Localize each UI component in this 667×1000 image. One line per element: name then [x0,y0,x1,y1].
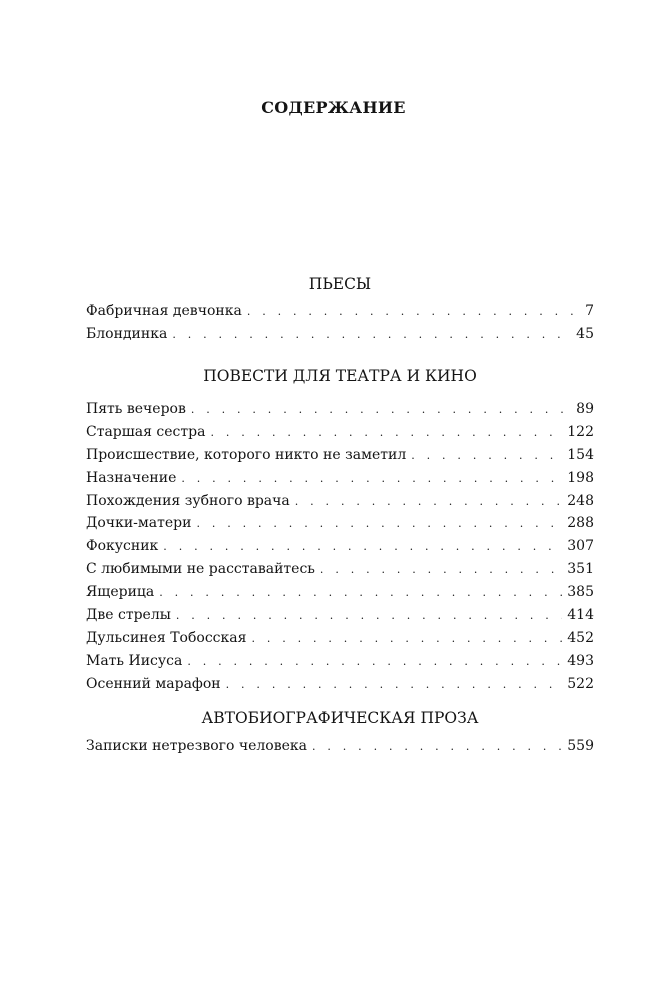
toc-entry [86,558,594,581]
toc-entry [86,604,594,627]
toc-entry [86,581,594,604]
dot-leader [181,468,562,491]
toc-entry [86,467,594,490]
toc-entry [86,421,594,444]
toc-entry-title: Назначение [86,469,177,486]
toc-entry-page: 452 [567,629,594,646]
toc-section-novellas [86,364,594,696]
toc-entry [86,444,594,467]
dot-leader [411,445,562,468]
toc-entry [86,323,594,346]
toc-entry-title: Две стрелы [86,607,171,624]
toc-entry-title: Мать Иисуса [86,652,183,669]
toc-entry-title: Фабричная девчонка [86,303,242,319]
toc-entry-page: 7 [585,303,594,319]
toc-entry-title: Записки нетрезвого человека [86,738,307,754]
section-heading: АВТОБИОГРАФИЧЕСКАЯ ПРОЗА [201,709,479,727]
toc-entry-page: 351 [567,561,594,578]
dot-leader [163,536,562,559]
dot-leader [187,651,562,674]
toc-entry-title: С любимыми не расставайтесь [86,561,315,578]
dot-leader [295,491,563,514]
dot-leader [247,301,577,324]
toc-entry-title: Пять вечеров [86,401,186,417]
dot-leader [196,513,562,536]
toc-entry-page: 154 [567,446,594,463]
section-heading: ПЬЕСЫ [308,275,372,293]
toc-entry-page: 89 [576,401,594,417]
dot-leader [320,559,562,582]
dot-leader [159,582,562,605]
toc-section-plays [86,272,594,346]
toc-entry-page: 522 [567,675,594,692]
toc-entry-page: 493 [567,652,594,669]
toc-entry-title: Дочки-матери [86,515,192,532]
toc-entry-page: 385 [567,584,594,601]
toc-entry [86,673,594,696]
toc-entry [86,627,594,650]
dot-leader [172,324,571,347]
page-title: СОДЕРЖАНИЕ [261,98,406,117]
dot-leader [226,674,563,697]
toc-entry-page: 45 [576,325,594,342]
dot-leader [251,628,562,651]
toc-entry-page: 248 [567,492,594,509]
toc-entry-page: 414 [567,607,594,624]
toc-entry-page: 288 [567,515,594,532]
toc-entry-page: 122 [567,423,594,440]
toc-entry-page: 307 [567,538,594,555]
toc-section-prose [86,706,594,758]
toc-entry-title: Происшествие, которого никто не заметил [86,446,407,463]
toc-entry-title: Блондинка [86,325,168,342]
dot-leader [210,422,562,445]
toc-entry [86,512,594,535]
toc-entry [86,398,594,421]
toc-entry-title: Осенний марафон [86,675,221,692]
toc-entry [86,490,594,513]
toc-entry-title: Фокусник [86,538,159,555]
toc-entry-page: 198 [567,469,594,486]
toc-entry-title: Старшая сестра [86,423,206,440]
toc-entry [86,735,594,758]
dot-leader [312,736,562,759]
section-heading: ПОВЕСТИ ДЛЯ ТЕАТРА И КИНО [203,367,477,385]
dot-leader [191,399,571,422]
dot-leader [176,605,562,628]
toc-entry [86,650,594,673]
toc-entry [86,300,594,323]
toc-entry [86,535,594,558]
toc-entry-title: Похождения зубного врача [86,492,290,509]
toc-entry-page: 559 [567,738,594,754]
toc-entry-title: Дульсинея Тобосская [86,629,247,646]
toc-entry-title: Ящерица [86,584,155,601]
